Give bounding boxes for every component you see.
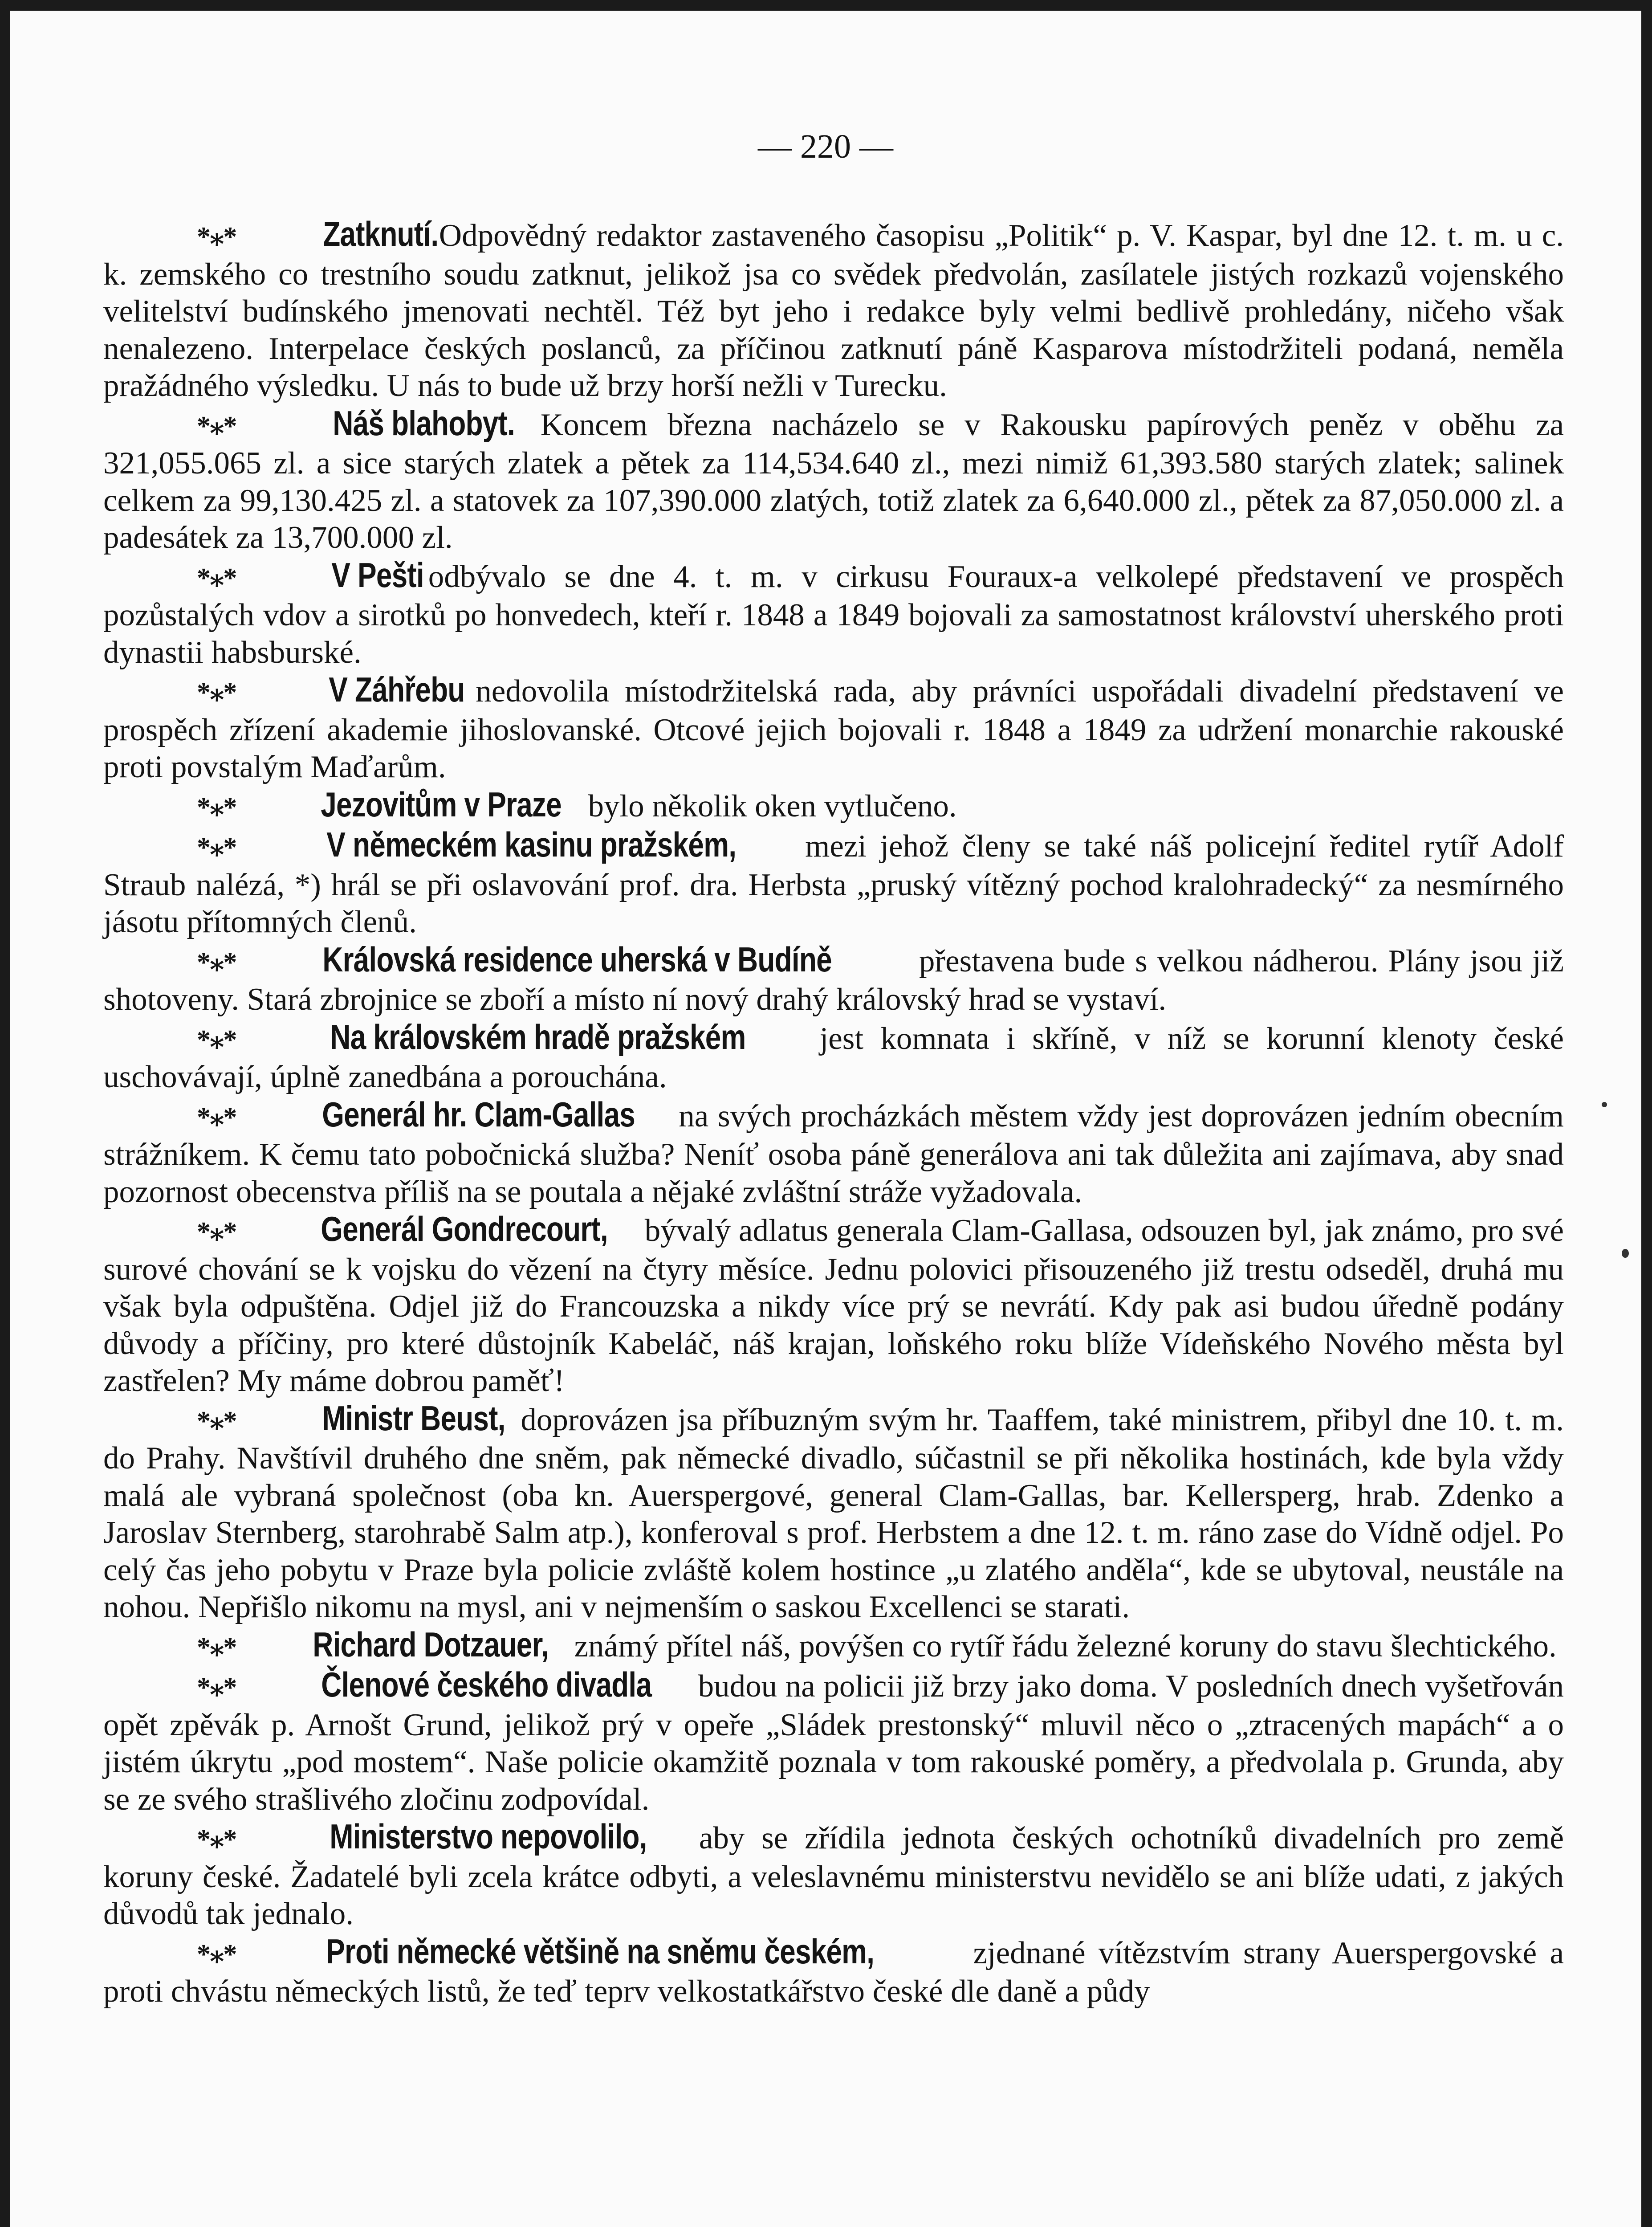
- asterism: *⁎*: [197, 1024, 236, 1055]
- item-text: Odpovědný redaktor zastaveného časopisu „Politik“ p. V. Kaspar, byl dne 12. t. m. u c. k. zemského co trestního soudu zatknut, jelikož jsa co svědek předvolán, zasílatele jistých rozkazů vojenského velitelství budínského jmenovati nechtěl. Též byt jeho i redakce byly velmi bedlivě prohledány, ničeho však nenalezeno. Interpelace českých poslanců, za příčinou zatknutí páně Kasparova místodržiteli podaná, neměla pražádného výsledku. U nás to bude už brzy horší nežli v Turecku.: [103, 218, 1564, 403]
- item-heading: Královská residence uherská v Budíně: [322, 939, 832, 979]
- item-heading: Ministr Beust,: [322, 1398, 506, 1438]
- item-heading: V Pešti: [331, 555, 424, 595]
- item-text: budou na policii již brzy jako doma. V posledních dnech vyšetřován opět zpěvák p. Arnošt Grund, jelikož prý v opeře „Sládek prestonský“ mluvil něco o „ztracených mapách“ a o jistém úkrytu „pod mostem“. Naše policie okamžitě poznala v tom rakouské poměry, a předvolala p. Grunda, aby se ze svého strašlivého zločinu zodpovídal.: [103, 1669, 1564, 1817]
- news-item: [103, 557, 1564, 672]
- news-item: [103, 216, 1564, 405]
- item-heading: V Záhřebu: [328, 670, 465, 709]
- item-heading: Náš blahobyt.: [333, 403, 515, 443]
- asterism: *⁎*: [197, 1939, 236, 1970]
- asterism: *⁎*: [197, 832, 236, 863]
- item-text: známý přítel náš, povýšen co rytíř řádu železné koruny do stavu šlechtického.: [566, 1628, 1557, 1664]
- asterism: *⁎*: [197, 947, 236, 978]
- item-heading: Proti německé většině na sněmu českém,: [326, 1931, 874, 1971]
- item-heading: Na královském hradě pražském: [330, 1017, 746, 1056]
- news-item: [103, 826, 1564, 941]
- news-item: [103, 1666, 1564, 1818]
- asterism: *⁎*: [197, 1217, 236, 1247]
- news-item: [103, 1626, 1564, 1667]
- item-text: bylo několik oken vytlučeno.: [580, 788, 957, 824]
- document-page: [10, 11, 1641, 2227]
- asterism: *⁎*: [197, 792, 236, 823]
- article-body: [103, 216, 1564, 2011]
- item-text: nedovolila místodržitelská rada, aby právníci uspořádali divadelní představení ve prospěch zřízení akademie jihoslovanské. Otcové jejich bojovali r. 1848 a 1849 za udržení monarchie rakouské proti povstalým Maďarům.: [103, 674, 1564, 784]
- asterism: *⁎*: [197, 411, 236, 441]
- ink-speck: [1602, 1102, 1607, 1107]
- item-heading: Richard Dotzauer,: [313, 1624, 549, 1664]
- item-heading: Členové českého divadla: [321, 1665, 652, 1704]
- asterism: *⁎*: [197, 1632, 236, 1663]
- item-text: aby se zřídila jednota českých ochotníků divadelních pro země koruny české. Žadatelé byli zcela krátce odbyti, a veleslavnému ministerstvu nevidělo se ani blíže udati, z jakých důvodů tak jednalo.: [103, 1821, 1564, 1931]
- asterism: *⁎*: [197, 222, 236, 252]
- item-text: Koncem března nacházelo se v Rakousku papírových peněz v oběhu za 321,055.065 zl. a sice starých zlatek a pětek za 114,534.640 zl., mezi nimiž 61,393.580 starých zlatek; salinek celkem za 99,130.425 zl. a statovek za 107,390.000 zlatých, totiž zlatek za 6,640.000 zl., pětek za 87,050.000 zl. a padesátek za 13,700.000 zl.: [103, 407, 1564, 555]
- ink-speck: [1622, 1249, 1629, 1258]
- item-text: zjednané vítězstvím strany Auerspergovské a proti chvástu německých listů, že teď teprv velkostatkářstvo české dle daně a půdy: [103, 1935, 1564, 2009]
- item-heading: Jezovitům v Praze: [321, 784, 562, 824]
- item-text: bývalý adlatus generala Clam-Gallasa, odsouzen byl, jak známo, pro své surové chování se k vojsku do vězení na čtyry měsíce. Jednu polovici přisouzeného již trestu odseděl, druhá mu však byla odpuštěna. Odjel již do Francouzska a nikdy více prý se nevrátí. Kdy pak asi budou úředně podány důvody a příčiny, pro které důstojník Kabeláč, náš krajan, loňského roku blíže Vídeňského Nového města byl zastřelen? My máme dobrou paměť!: [103, 1213, 1564, 1398]
- news-item: [103, 1019, 1564, 1096]
- news-item: [103, 671, 1564, 786]
- news-item: [103, 1096, 1564, 1211]
- item-text: odbývalo se dne 4. t. m. v cirkusu Fouraux-a velkolepé představení ve prospěch pozůstalých vdov a sirotků po honvedech, kteří r. 1848 a 1849 bojovali za samostatnost království uherského proti dynastii habsburské.: [103, 559, 1564, 670]
- news-item: [103, 1933, 1564, 2011]
- item-heading: Generál hr. Clam-Gallas: [322, 1094, 635, 1134]
- page-number: — 220 —: [758, 128, 893, 165]
- news-item: [103, 941, 1564, 1019]
- news-item: [103, 405, 1564, 557]
- asterism: *⁎*: [197, 1672, 236, 1703]
- item-heading: Ministerstvo nepovolilo,: [330, 1817, 647, 1856]
- news-item: [103, 1818, 1564, 1933]
- asterism: *⁎*: [197, 1406, 236, 1436]
- item-heading: Generál Gondrecourt,: [321, 1209, 608, 1248]
- asterism: *⁎*: [197, 677, 236, 708]
- item-text: na svých procházkách městem vždy jest doprovázen jedním obecním strážníkem. K čemu tato pobočnická služba? Neníť osoba páně generálova ani tak důležita ani zajímava, aby snad pozornost obecenstva příliš na se poutala a nějaké zvláštní stráže vyžadovala.: [103, 1098, 1564, 1209]
- item-heading: Zatknutí.: [322, 214, 438, 253]
- asterism: *⁎*: [197, 1102, 236, 1133]
- item-text: doprovázen jsa příbuzným svým hr. Taaffem, také ministrem, přibyl dne 10. t. m. do Prahy. Navštívil druhého dne sněm, pak německé divadlo, súčastnil se při několika hostinách, kde byla vždy malá ale vybraná společnost (oba kn. Auerspergové, general Clam-Gallas, bar. Kellersperg, hrab. Zdenko a Jaroslav Sternberg, starohrabě Salm atp.), konferoval s prof. Herbstem a dne 12. t. m. ráno zase do Vídně odjel. Po celý čas jeho pobytu v Praze byla policie zvláště kolem hostince „u zlatého anděla“, kde se ubytoval, neustále na nohou. Nepřišlo nikomu na mysl, ani v nejmenším o saskou Excellenci se starati.: [103, 1402, 1564, 1624]
- item-text: mezi jehož členy se také náš policejní ředitel rytíř Adolf Straub nalézá, *) hrál se při oslavování prof. dra. Herbsta „pruský vítězný pochod kralohradecký“ za nesmírného jásotu přítomných členů.: [103, 829, 1564, 939]
- item-text: přestavena bude s velkou nádherou. Plány jsou již shotoveny. Stará zbrojnice se zboří a místo ní nový drahý královský hrad se vystaví.: [103, 943, 1564, 1017]
- news-item: [103, 1400, 1564, 1626]
- news-item: [103, 786, 1564, 827]
- news-item: [103, 1211, 1564, 1400]
- asterism: *⁎*: [197, 1824, 236, 1855]
- asterism: *⁎*: [197, 563, 236, 593]
- item-heading: V německém kasinu pražském,: [326, 825, 736, 864]
- item-text: jest komnata i skříně, v níž se korunní klenoty české uschovávají, úplně zanedbána a porouchána.: [103, 1021, 1564, 1094]
